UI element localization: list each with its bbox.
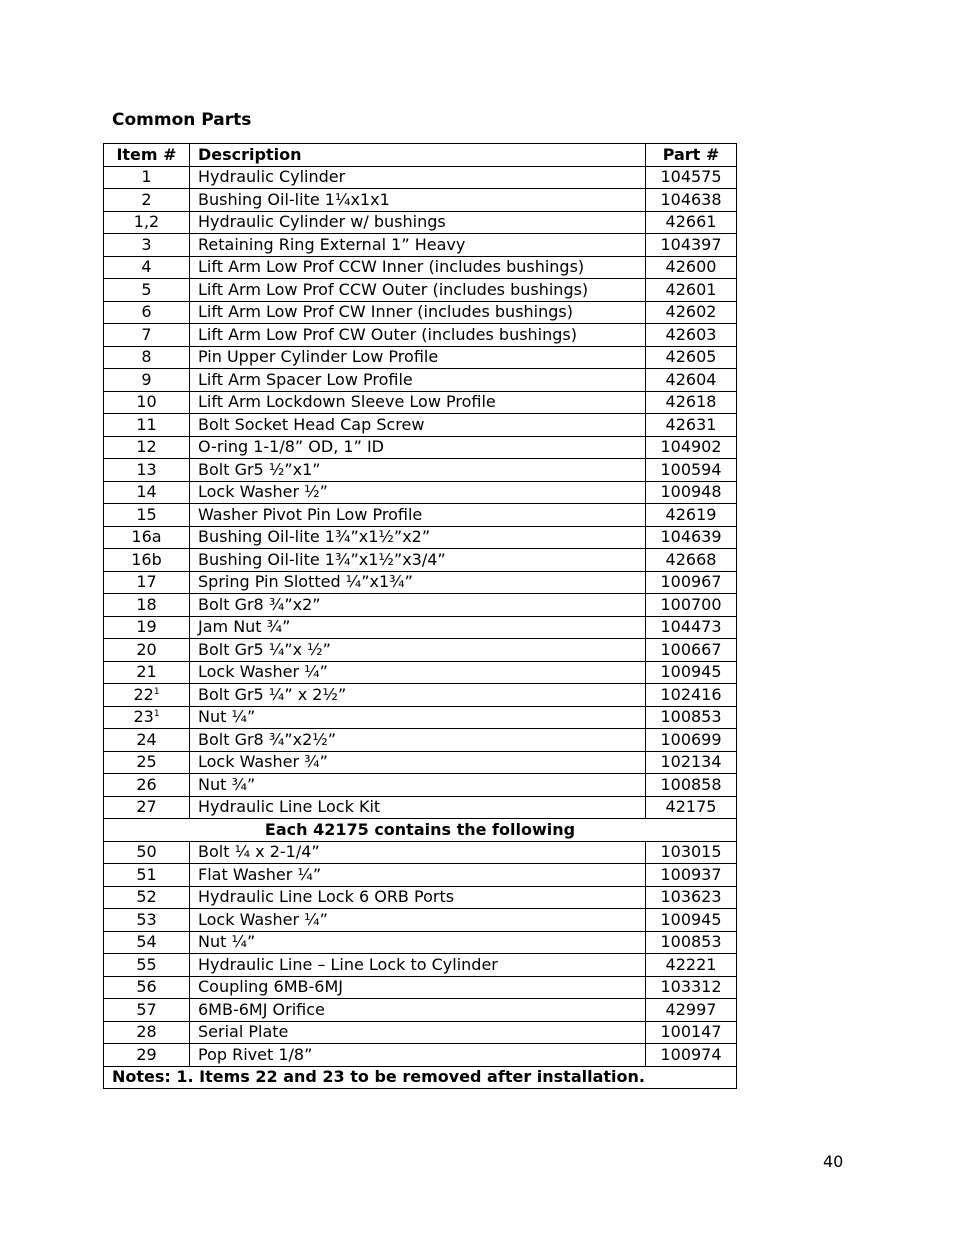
item-number-text: 11 — [136, 414, 157, 434]
item-number — [104, 729, 190, 752]
part-description: Bushing Oil-lite 1¾”x1½”x3/4” — [190, 549, 646, 572]
item-number — [104, 459, 190, 482]
part-description: Lock Washer ¼” — [190, 661, 646, 684]
item-number — [104, 954, 190, 977]
part-description: Lift Arm Low Prof CCW Outer (includes bushings) — [190, 279, 646, 302]
part-number: 100853 — [646, 706, 737, 729]
table-row — [104, 976, 737, 999]
table-row — [104, 436, 737, 459]
part-description: Jam Nut ¾” — [190, 616, 646, 639]
item-number — [104, 594, 190, 617]
item-number-text: 14 — [136, 482, 157, 502]
table-row — [104, 279, 737, 302]
item-number — [104, 1021, 190, 1044]
part-description: Lift Arm Spacer Low Profile — [190, 369, 646, 392]
part-number: 102416 — [646, 684, 737, 707]
item-number — [104, 256, 190, 279]
item-number-text: 15 — [136, 504, 157, 524]
item-number-text: 53 — [136, 909, 157, 929]
part-number: 42221 — [646, 954, 737, 977]
part-description: Lock Washer ½” — [190, 481, 646, 504]
part-description: Nut ¼” — [190, 931, 646, 954]
part-description: Pop Rivet 1/8” — [190, 1044, 646, 1067]
item-number-text: 52 — [136, 887, 157, 907]
item-number-text: 7 — [141, 324, 152, 344]
part-description: Pin Upper Cylinder Low Profile — [190, 346, 646, 369]
column-header-item: Item # — [104, 144, 190, 167]
table-row — [104, 909, 737, 932]
item-number — [104, 774, 190, 797]
table-header-row — [104, 144, 737, 167]
item-number-text: 4 — [141, 257, 152, 277]
item-number — [104, 279, 190, 302]
part-number: 42997 — [646, 999, 737, 1022]
table-row — [104, 211, 737, 234]
item-number-text: 17 — [136, 572, 157, 592]
item-number-text: 3 — [141, 234, 152, 254]
part-number: 100700 — [646, 594, 737, 617]
table-row — [104, 751, 737, 774]
table-row — [104, 864, 737, 887]
table-row — [104, 459, 737, 482]
item-number-text: 1,2 — [133, 212, 160, 232]
part-description: Hydraulic Line – Line Lock to Cylinder — [190, 954, 646, 977]
item-number-text: 16a — [131, 527, 162, 547]
column-header-part: Part # — [646, 144, 737, 167]
table-row — [104, 391, 737, 414]
part-number: 42603 — [646, 324, 737, 347]
table-row — [104, 234, 737, 257]
table-row — [104, 369, 737, 392]
table-row — [104, 1021, 737, 1044]
item-number — [104, 571, 190, 594]
table-row — [104, 324, 737, 347]
table-row — [104, 886, 737, 909]
item-number — [104, 166, 190, 189]
item-number-text: 56 — [136, 977, 157, 997]
section-title: Common Parts — [112, 110, 252, 130]
item-number-text: 5 — [141, 279, 152, 299]
part-number: 42602 — [646, 301, 737, 324]
kit-section-header: Each 42175 contains the following — [104, 819, 737, 842]
part-number: 42661 — [646, 211, 737, 234]
item-number — [104, 864, 190, 887]
part-number: 104575 — [646, 166, 737, 189]
notes-row — [104, 1066, 737, 1089]
item-number-text: 28 — [136, 1022, 157, 1042]
part-number: 42631 — [646, 414, 737, 437]
part-number: 100948 — [646, 481, 737, 504]
part-description: Bolt Gr5 ¼” x 2½” — [190, 684, 646, 707]
part-number: 100147 — [646, 1021, 737, 1044]
item-number — [104, 976, 190, 999]
part-description: Bushing Oil-lite 1¾”x1½”x2” — [190, 526, 646, 549]
part-number: 100853 — [646, 931, 737, 954]
kit-section-row — [104, 819, 737, 842]
item-number — [104, 189, 190, 212]
part-description: Hydraulic Cylinder — [190, 166, 646, 189]
item-number-text: 54 — [136, 932, 157, 952]
item-number-text: 13 — [136, 459, 157, 479]
item-number — [104, 324, 190, 347]
part-number: 104902 — [646, 436, 737, 459]
part-number: 100667 — [646, 639, 737, 662]
part-description: Hydraulic Line Lock Kit — [190, 796, 646, 819]
part-description: 6MB-6MJ Orifice — [190, 999, 646, 1022]
item-number-text: 2 — [141, 189, 152, 209]
item-number-text: 21 — [136, 662, 157, 682]
part-description: Serial Plate — [190, 1021, 646, 1044]
table-row — [104, 684, 737, 707]
table-row — [104, 616, 737, 639]
part-description: Nut ¼” — [190, 706, 646, 729]
item-number-text: 26 — [136, 774, 157, 794]
parts-rows-kit — [104, 841, 737, 1066]
part-number: 104397 — [646, 234, 737, 257]
item-number — [104, 639, 190, 662]
table-row — [104, 1044, 737, 1067]
item-number — [104, 414, 190, 437]
table-row — [104, 346, 737, 369]
item-number-text: 23 — [133, 707, 154, 727]
part-number: 102134 — [646, 751, 737, 774]
table-row — [104, 526, 737, 549]
item-number-text: 1 — [141, 167, 152, 187]
item-number — [104, 706, 190, 729]
item-number — [104, 616, 190, 639]
table-row — [104, 954, 737, 977]
table-row — [104, 189, 737, 212]
table-row — [104, 256, 737, 279]
part-number: 104639 — [646, 526, 737, 549]
part-description: Hydraulic Cylinder w/ bushings — [190, 211, 646, 234]
item-number — [104, 436, 190, 459]
item-number — [104, 796, 190, 819]
part-description: Lift Arm Lockdown Sleeve Low Profile — [190, 391, 646, 414]
part-number: 104638 — [646, 189, 737, 212]
part-number: 42601 — [646, 279, 737, 302]
part-number: 42604 — [646, 369, 737, 392]
item-number — [104, 526, 190, 549]
part-description: Washer Pivot Pin Low Profile — [190, 504, 646, 527]
item-number — [104, 661, 190, 684]
item-number-text: 24 — [136, 729, 157, 749]
item-number-text: 12 — [136, 437, 157, 457]
item-number — [104, 301, 190, 324]
part-description: Lock Washer ¼” — [190, 909, 646, 932]
item-number — [104, 504, 190, 527]
item-number — [104, 481, 190, 504]
part-description: Lift Arm Low Prof CW Inner (includes bushings) — [190, 301, 646, 324]
table-row — [104, 999, 737, 1022]
item-number-text: 27 — [136, 797, 157, 817]
part-description: Bolt Socket Head Cap Screw — [190, 414, 646, 437]
part-number: 42619 — [646, 504, 737, 527]
part-number: 42175 — [646, 796, 737, 819]
item-number-text: 10 — [136, 392, 157, 412]
item-number-text: 55 — [136, 954, 157, 974]
table-row — [104, 729, 737, 752]
part-number: 100594 — [646, 459, 737, 482]
item-number — [104, 1044, 190, 1067]
item-number-text: 20 — [136, 639, 157, 659]
item-number-text: 57 — [136, 999, 157, 1019]
item-number-text: 9 — [141, 369, 152, 389]
table-row — [104, 414, 737, 437]
item-number — [104, 549, 190, 572]
part-number: 103623 — [646, 886, 737, 909]
part-number: 100974 — [646, 1044, 737, 1067]
table-row — [104, 301, 737, 324]
item-number — [104, 211, 190, 234]
table-row — [104, 571, 737, 594]
notes-text: Notes: 1. Items 22 and 23 to be removed after installation. — [104, 1066, 737, 1089]
part-description: Coupling 6MB-6MJ — [190, 976, 646, 999]
part-number: 42668 — [646, 549, 737, 572]
item-number — [104, 234, 190, 257]
part-number: 100937 — [646, 864, 737, 887]
part-number: 103015 — [646, 841, 737, 864]
table-row — [104, 594, 737, 617]
part-number: 100699 — [646, 729, 737, 752]
column-header-description: Description — [190, 144, 646, 167]
part-number: 100967 — [646, 571, 737, 594]
footnote-marker: 1 — [153, 686, 160, 697]
item-number-text: 50 — [136, 842, 157, 862]
part-description: Lock Washer ¾” — [190, 751, 646, 774]
item-number-text: 6 — [141, 302, 152, 322]
table-row — [104, 661, 737, 684]
item-number-text: 19 — [136, 617, 157, 637]
part-number: 42605 — [646, 346, 737, 369]
part-description: Spring Pin Slotted ¼”x1¾” — [190, 571, 646, 594]
item-number-text: 8 — [141, 347, 152, 367]
part-description: Lift Arm Low Prof CCW Inner (includes bushings) — [190, 256, 646, 279]
item-number — [104, 391, 190, 414]
part-number: 42600 — [646, 256, 737, 279]
table-row — [104, 796, 737, 819]
common-parts-table — [103, 143, 737, 1089]
part-description: Lift Arm Low Prof CW Outer (includes bushings) — [190, 324, 646, 347]
item-number-text: 18 — [136, 594, 157, 614]
part-description: Bolt Gr8 ¾”x2½” — [190, 729, 646, 752]
item-number — [104, 369, 190, 392]
item-number — [104, 684, 190, 707]
table-row — [104, 774, 737, 797]
item-number-text: 16b — [131, 549, 162, 569]
item-number-text: 22 — [133, 684, 154, 704]
item-number-text: 29 — [136, 1044, 157, 1064]
table-row — [104, 931, 737, 954]
item-number — [104, 751, 190, 774]
table-row — [104, 549, 737, 572]
item-number — [104, 909, 190, 932]
item-number — [104, 346, 190, 369]
table-row — [104, 639, 737, 662]
part-description: Bolt Gr5 ¼”x ½” — [190, 639, 646, 662]
table-row — [104, 504, 737, 527]
part-description: Retaining Ring External 1” Heavy — [190, 234, 646, 257]
part-number: 103312 — [646, 976, 737, 999]
parts-rows-main — [104, 166, 737, 819]
part-number: 100945 — [646, 909, 737, 932]
footnote-marker: 1 — [153, 709, 160, 720]
item-number — [104, 999, 190, 1022]
part-description: Bolt Gr8 ¾”x2” — [190, 594, 646, 617]
part-number: 100858 — [646, 774, 737, 797]
table-row — [104, 706, 737, 729]
part-description: Bolt ¼ x 2-1/4” — [190, 841, 646, 864]
part-number: 104473 — [646, 616, 737, 639]
part-number: 42618 — [646, 391, 737, 414]
item-number — [104, 841, 190, 864]
part-description: Bushing Oil-lite 1¼x1x1 — [190, 189, 646, 212]
item-number — [104, 886, 190, 909]
part-description: Nut ¾” — [190, 774, 646, 797]
table-row — [104, 841, 737, 864]
part-description: Flat Washer ¼” — [190, 864, 646, 887]
item-number-text: 25 — [136, 752, 157, 772]
part-description: Hydraulic Line Lock 6 ORB Ports — [190, 886, 646, 909]
table-row — [104, 166, 737, 189]
item-number — [104, 931, 190, 954]
part-description: O-ring 1-1/8” OD, 1” ID — [190, 436, 646, 459]
part-description: Bolt Gr5 ½”x1” — [190, 459, 646, 482]
part-number: 100945 — [646, 661, 737, 684]
table-row — [104, 481, 737, 504]
page-number: 40 — [823, 1152, 844, 1171]
item-number-text: 51 — [136, 864, 157, 884]
